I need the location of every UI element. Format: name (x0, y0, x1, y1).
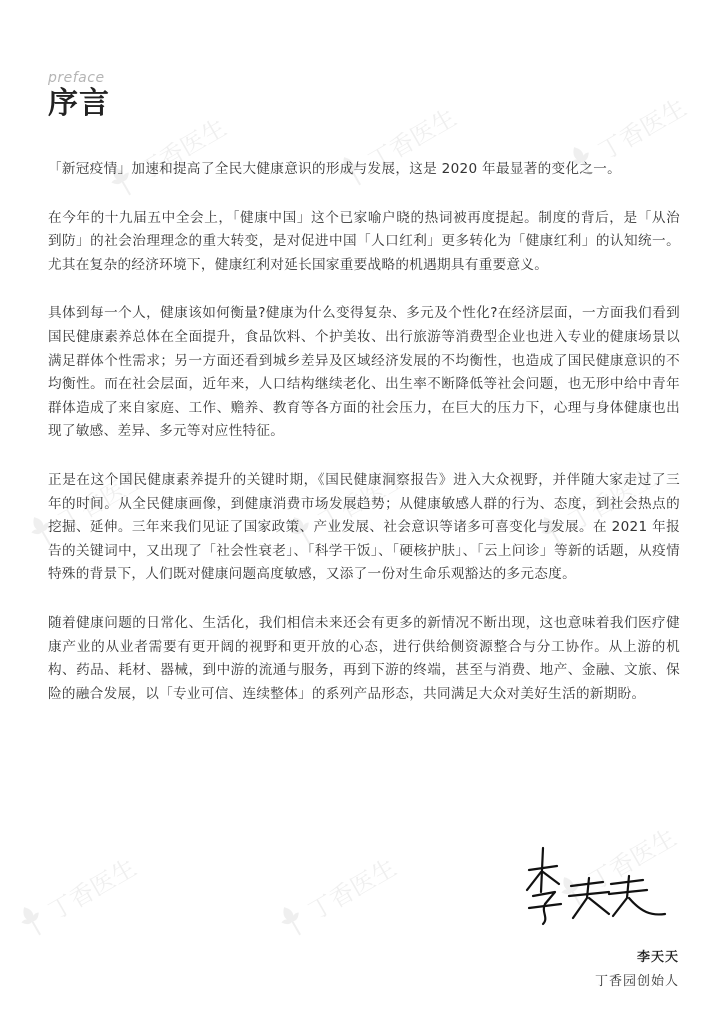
paragraph: 正是在这个国民健康素养提升的关键时期，《国民健康洞察报告》进入大众视野，并伴随大家走过了三年的时间。从全民健康画像，到健康消费市场发展趋势；从健康敏感人群的行为、态度，到社会热点的挖掘、延伸。三年来我们见证了国家政策、产业发展、社会意识等诸多可喜变化与发展。在 2021 年报告的关键词中，又出现了「社会性衰老」、「科学干饭」、「硬核护肤」、「云上问诊」等新的话题，从疫情特殊的背景下，人们既对健康问题高度敏感，又添了一份对生命乐观豁达的多元态度。 (48, 471, 680, 583)
signer-name: 李天天 (636, 950, 679, 965)
watermark-text: 丁香医生 (313, 463, 411, 536)
paragraph: 「新冠疫情」加速和提高了全民大健康意识的形成与发展，这是 2020 年最显著的变化之一。 (48, 161, 621, 177)
watermark-text: 丁香医生 (563, 463, 661, 536)
paragraph: 随着健康问题的日常化、生活化，我们相信未来还会有更多的新情况不断出现，这也意味着我们医疗健康产业的从业者需要有更开阔的视野和更开放的心态，进行供给侧资源整合与分工协作。从上游的机构、药品、耗材、器械，到中游的流通与服务，再到下游的终端，甚至与消费、地产、金融、文旅、保险的融合发展，以「专业可信、连续整体」的系列产品形态，共同满足大众对美好生活的新期盼。 (48, 614, 680, 702)
watermark-text: 丁香医生 (583, 823, 681, 896)
watermark-text: 丁香医生 (43, 853, 141, 926)
watermark (11, 847, 142, 943)
paragraph: 在今年的十九届五中全会上，「健康中国」这个已家喻户晓的热词被再度提起。制度的背后，是「从治到防」的社会治理理念的重大转变，是对促进中国「人口红利」更多转化为「健康红利」的认知统一。尤其在复杂的经济环境下，健康红利对延长国家重要战略的机遇期具有重要意义。 (48, 209, 680, 273)
signature-block (479, 842, 679, 992)
watermark-text: 丁香医生 (593, 93, 691, 166)
clove-flower-icon (11, 898, 53, 943)
watermark (271, 847, 402, 943)
watermark-text: 丁香医生 (363, 103, 461, 176)
clove-flower-icon (271, 898, 313, 943)
paragraph: 具体到每一个人，健康该如何衡量?健康为什么变得复杂、多元及个性化?在经济层面，一方面我们看到国民健康素养总体在全面提升，食品饮料、个护美妆、出行旅游等消费型企业也进入专业的健康场景以满足群体个性需求；另一方面还看到城乡差异及区域经济发展的不均衡性，也造成了国民健康意识的不均衡性。而在社会层面，近年来，人口结构继续老化、出生率不断降低等社会问题，也无形中给中青年群体造成了来自家庭、工作、赡养、教育等各方面的社会压力，在巨大的压力下，心理与身体健康也出现了敏感、差异、多元等对应性特征。 (48, 305, 680, 440)
preface-label: preface (48, 70, 105, 86)
page-title: 序言 (48, 86, 110, 121)
handwritten-signature (519, 842, 669, 927)
watermark-text: 丁香医生 (133, 113, 231, 186)
preface-header (48, 70, 110, 122)
watermark-text: 丁香医生 (53, 463, 151, 536)
watermark-text: 丁香医生 (303, 853, 401, 926)
signer-title: 丁香园创始人 (594, 974, 679, 989)
preface-body (48, 158, 680, 731)
